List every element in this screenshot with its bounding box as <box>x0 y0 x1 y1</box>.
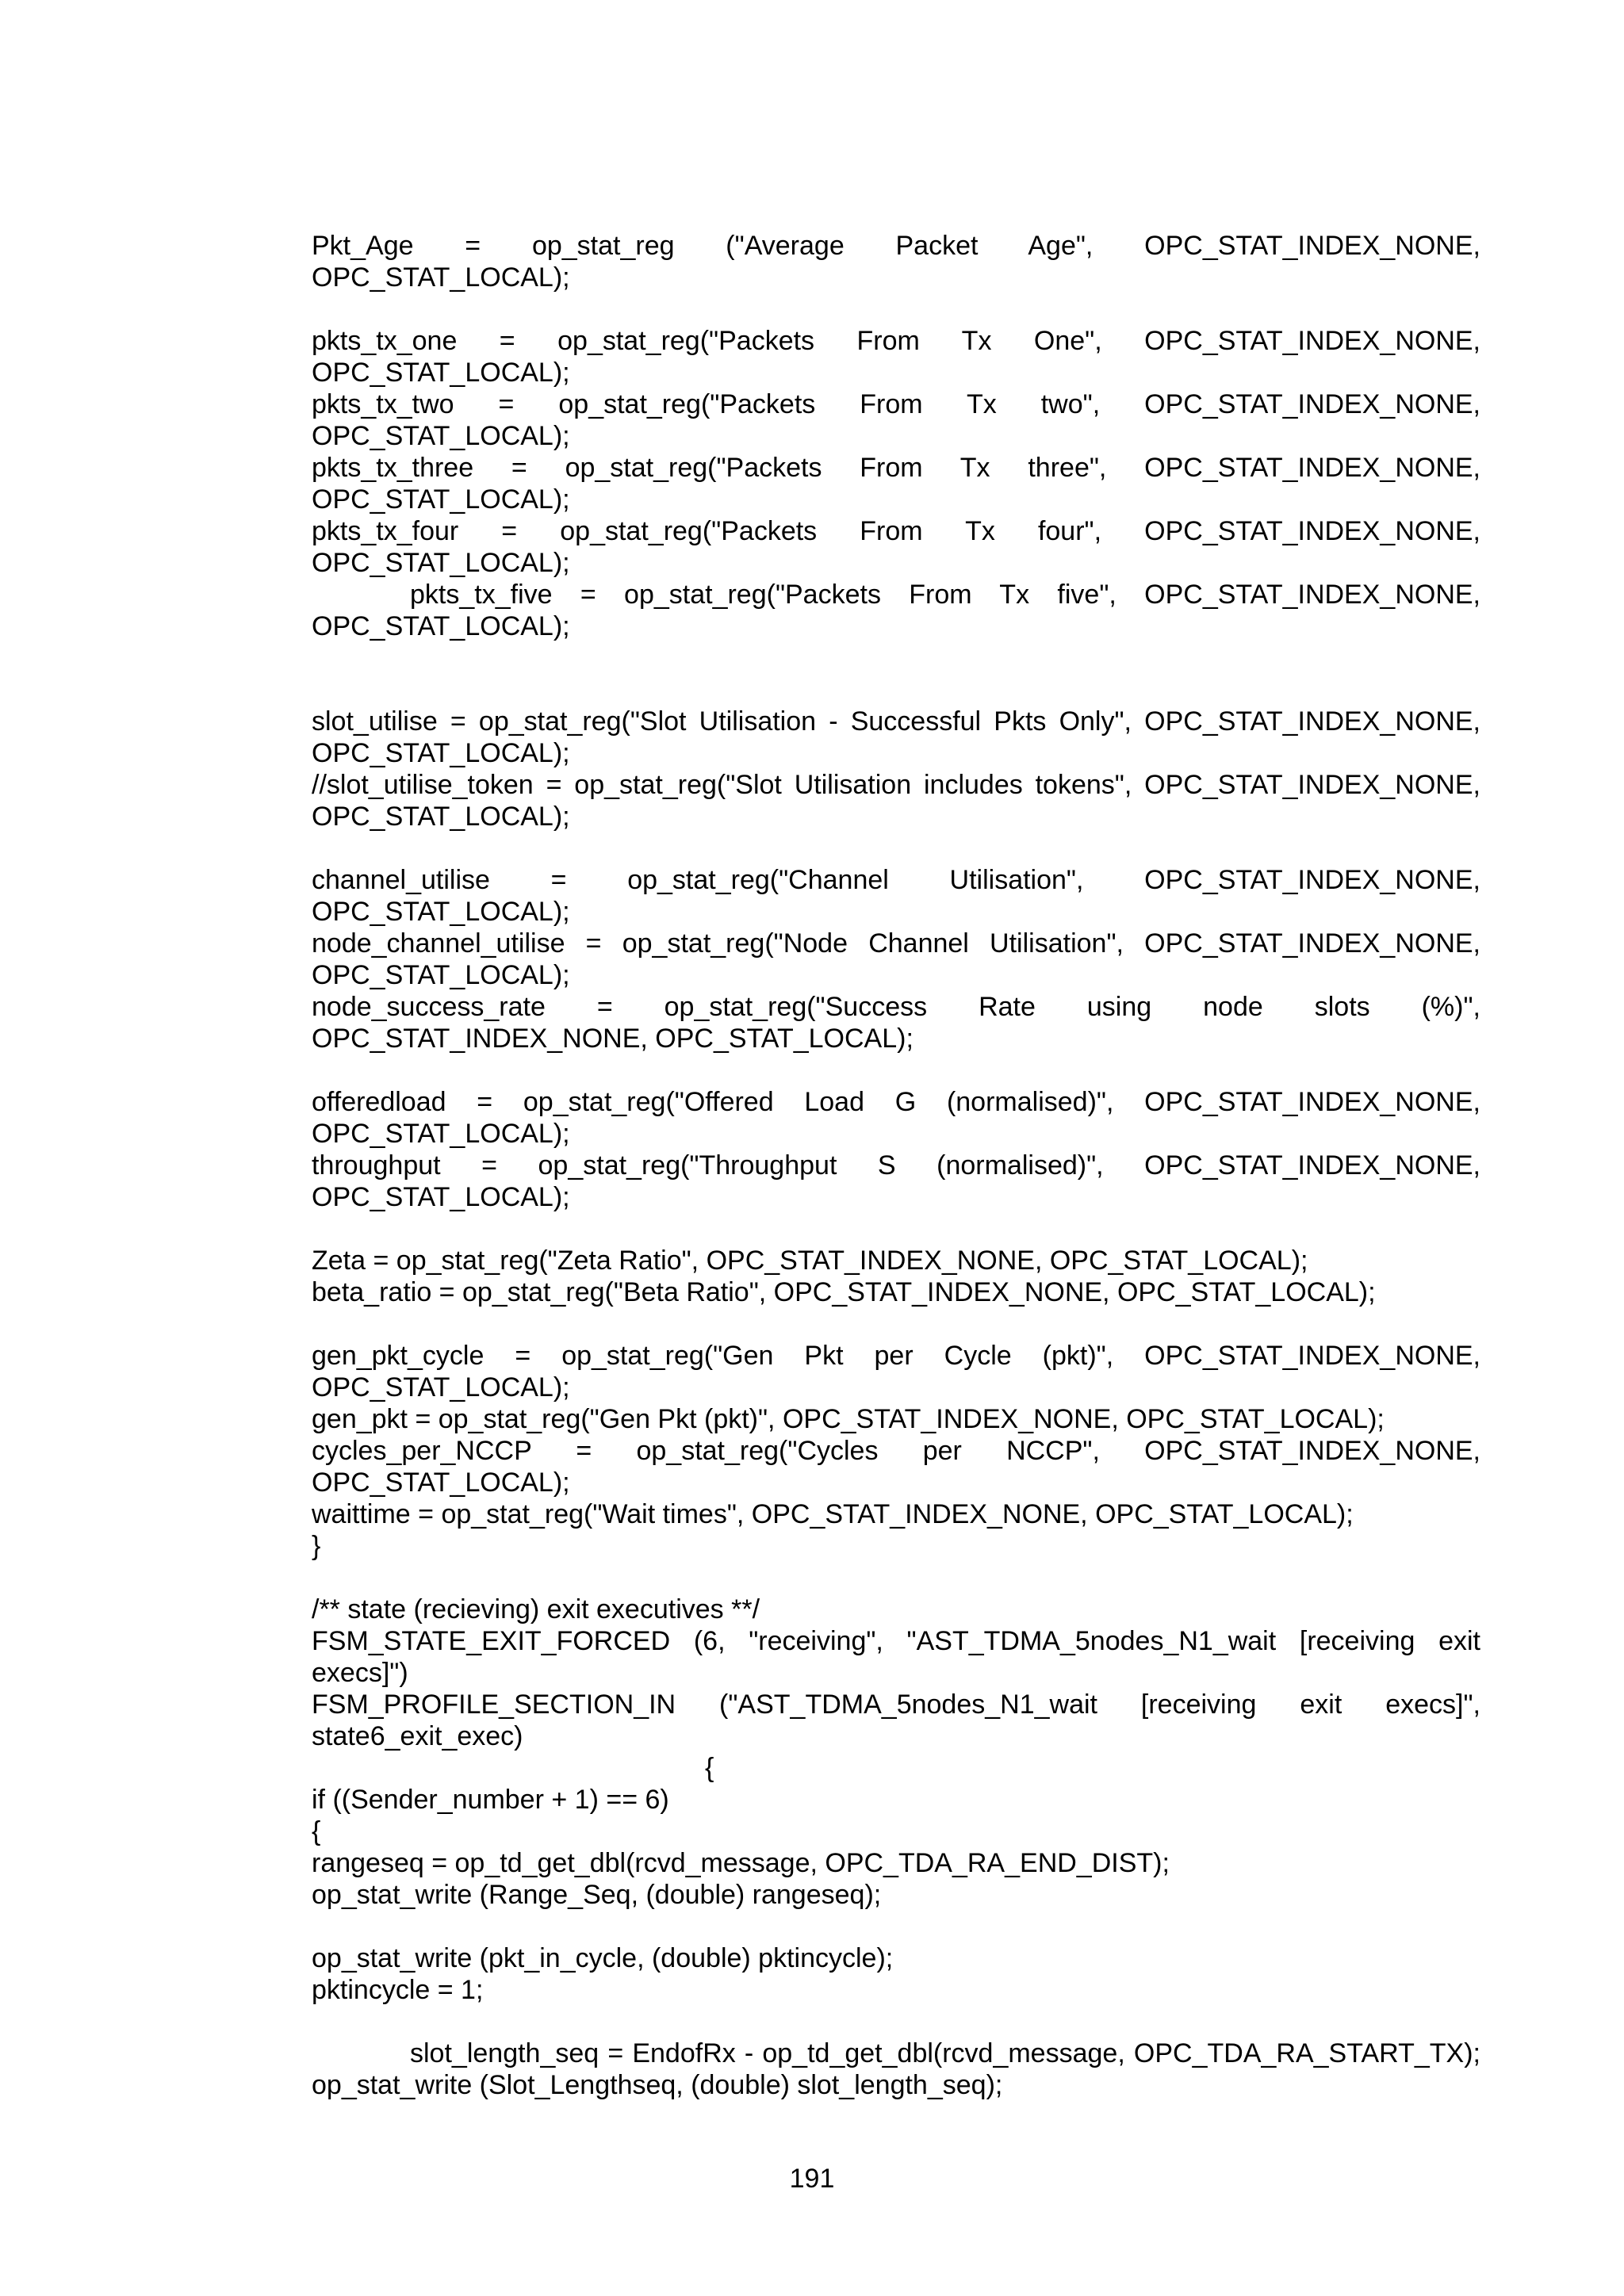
blank-line <box>312 293 1480 325</box>
code-line-closing-brace: } <box>312 1531 321 1561</box>
blank-line <box>312 1054 1480 1086</box>
code-line-node-success-rate: node_success_rate = op_stat_reg("Success Rate using node slots (%)", OPC_STAT_INDEX_NONE, OPC_STAT_LOCAL); <box>312 992 1480 1054</box>
code-line-zeta: Zeta = op_stat_reg("Zeta Ratio", OPC_STAT_INDEX_NONE, OPC_STAT_LOCAL); <box>312 1246 1308 1276</box>
blank-line <box>312 1911 1480 1942</box>
blank-line <box>312 2006 1480 2038</box>
code-line-pkts-tx-five: pkts_tx_five = op_stat_reg("Packets From Tx five", OPC_STAT_INDEX_NONE, OPC_STAT_LOCAL); <box>312 580 1480 641</box>
code-line-pkts-tx-four: pkts_tx_four = op_stat_reg("Packets From Tx four", OPC_STAT_INDEX_NONE, OPC_STAT_LOCAL); <box>312 516 1480 578</box>
code-line-if-sender-number: if ((Sender_number + 1) == 6) <box>312 1785 669 1815</box>
code-line-pkts-tx-three: pkts_tx_three = op_stat_reg("Packets From Tx three", OPC_STAT_INDEX_NONE, OPC_STAT_LOCAL); <box>312 453 1480 515</box>
code-line-cycles-per-nccp: cycles_per_NCCP = op_stat_reg("Cycles per NCCP", OPC_STAT_INDEX_NONE, OPC_STAT_LOCAL); <box>312 1436 1480 1498</box>
blank-line <box>312 1308 1480 1340</box>
code-line-pkts-tx-two: pkts_tx_two = op_stat_reg("Packets From Tx two", OPC_STAT_INDEX_NONE, OPC_STAT_LOCAL); <box>312 389 1480 451</box>
code-line-pkt-age: Pkt_Age = op_stat_reg ("Average Packet Age", OPC_STAT_INDEX_NONE, OPC_STAT_LOCAL); <box>312 231 1480 293</box>
code-line-pkts-tx-one: pkts_tx_one = op_stat_reg("Packets From Tx One", OPC_STAT_INDEX_NONE, OPC_STAT_LOCAL); <box>312 326 1480 388</box>
code-listing <box>312 230 1480 2101</box>
code-line-write-range-seq: op_stat_write (Range_Seq, (double) rangeseq); <box>312 1880 882 1910</box>
page-number: 191 <box>789 2164 835 2194</box>
code-line-gen-pkt: gen_pkt = op_stat_reg("Gen Pkt (pkt)", OPC_STAT_INDEX_NONE, OPC_STAT_LOCAL); <box>312 1404 1385 1434</box>
code-line-open-brace: { <box>705 1753 714 1783</box>
code-line-open-brace-2: { <box>312 1816 321 1846</box>
blank-line <box>312 642 1480 706</box>
code-comment-exit-executives: /** state (recieving) exit executives **/ <box>312 1594 760 1624</box>
code-line-fsm-profile-section-in: FSM_PROFILE_SECTION_IN ("AST_TDMA_5nodes_N1_wait [receiving exit execs]", state6_exit_exec) <box>312 1689 1480 1751</box>
blank-line <box>312 1213 1480 1245</box>
code-line-offeredload: offeredload = op_stat_reg("Offered Load G (normalised)", OPC_STAT_INDEX_NONE, OPC_STAT_LOCAL); <box>312 1087 1480 1149</box>
code-line-slot-length-seq: slot_length_seq = EndofRx - op_td_get_dbl(rcvd_message, OPC_TDA_RA_START_TX); op_stat_write (Slot_Lengthseq, (double) slot_length_seq); <box>312 2038 1480 2100</box>
code-line-slot-utilise-token: //slot_utilise_token = op_stat_reg("Slot Utilisation includes tokens", OPC_STAT_INDEX_NONE, OPC_STAT_LOCAL); <box>312 770 1480 832</box>
code-line-rangeseq: rangeseq = op_td_get_dbl(rcvd_message, OPC_TDA_RA_END_DIST); <box>312 1848 1170 1878</box>
code-line-write-pkt-in-cycle: op_stat_write (pkt_in_cycle, (double) pktincycle); <box>312 1943 894 1973</box>
blank-line <box>312 832 1480 864</box>
code-line-slot-utilise: slot_utilise = op_stat_reg("Slot Utilisation - Successful Pkts Only", OPC_STAT_INDEX_NONE, OPC_STAT_LOCAL); <box>312 706 1480 768</box>
code-line-node-channel-utilise: node_channel_utilise = op_stat_reg("Node Channel Utilisation", OPC_STAT_INDEX_NONE, OPC_STAT_LOCAL); <box>312 928 1480 990</box>
code-line-gen-pkt-cycle: gen_pkt_cycle = op_stat_reg("Gen Pkt per Cycle (pkt)", OPC_STAT_INDEX_NONE, OPC_STAT_LOCAL); <box>312 1341 1480 1402</box>
code-line-pktincycle-reset: pktincycle = 1; <box>312 1975 484 2005</box>
code-line-channel-utilise: channel_utilise = op_stat_reg("Channel Utilisation", OPC_STAT_INDEX_NONE, OPC_STAT_LOCAL); <box>312 865 1480 927</box>
code-line-waittime: waittime = op_stat_reg("Wait times", OPC_STAT_INDEX_NONE, OPC_STAT_LOCAL); <box>312 1499 1354 1529</box>
code-line-beta-ratio: beta_ratio = op_stat_reg("Beta Ratio", OPC_STAT_INDEX_NONE, OPC_STAT_LOCAL); <box>312 1277 1376 1307</box>
code-line-fsm-state-exit-forced: FSM_STATE_EXIT_FORCED (6, "receiving", "AST_TDMA_5nodes_N1_wait [receiving exit execs]") <box>312 1626 1480 1688</box>
blank-line <box>312 1562 1480 1594</box>
code-line-throughput: throughput = op_stat_reg("Throughput S (normalised)", OPC_STAT_INDEX_NONE, OPC_STAT_LOCAL); <box>312 1150 1480 1212</box>
